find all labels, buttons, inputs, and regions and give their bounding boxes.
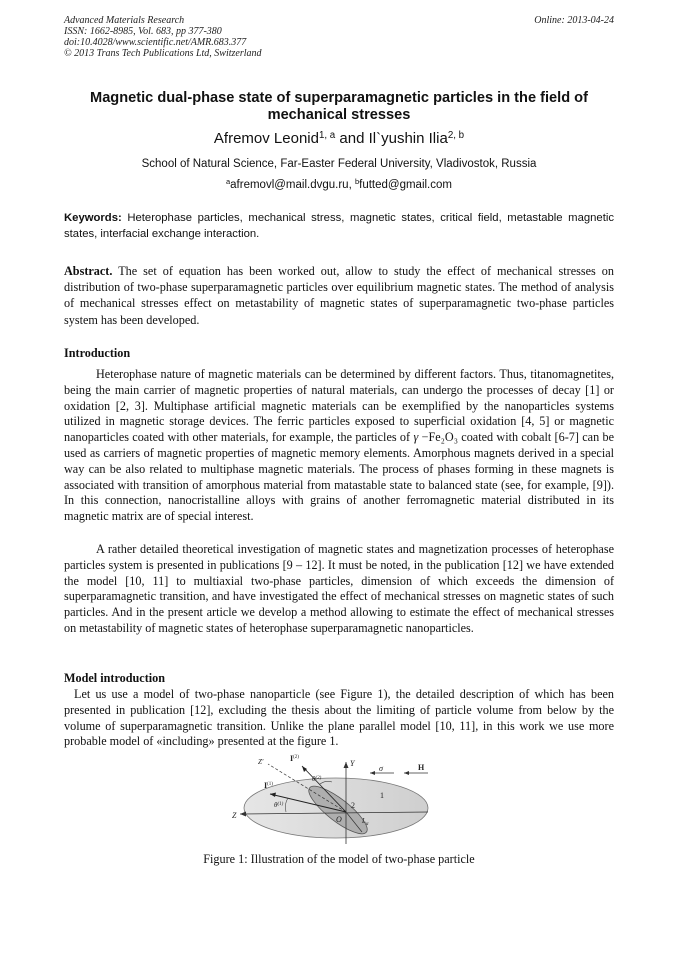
theta1-label: $\theta^{(1)}$ [274,801,284,809]
abstract-label: Abstract. [64,264,113,278]
author-and: and [335,130,369,147]
email-b: futted@gmail.com [359,179,452,191]
author-1: Afremov Leonid [213,130,319,147]
copyright-line: © 2013 Trans Tech Publications Ltd, Switzerland [64,48,262,59]
author-line [64,130,614,148]
affiliation: School of Natural Science, Far-Easter Federal University, Vladivostok, Russia [141,158,537,170]
gamma-symbol: γ [413,430,419,445]
sigma-arrow-head [370,771,375,775]
journal-header [64,15,262,59]
z-prime-label: Z' [258,758,264,766]
issn-line: ISSN: 1662-8985, Vol. 683, pp 377-380 [64,26,222,37]
theta2-label: $\theta^{(2)}$ [312,775,322,783]
intro-p1-start: Heterophase nature of magnetic materials can be determined by different factors. Thus, titanomagnetites, being the main carrier of magnetic properties of natural materials, can undergo the processes of decay [1] or oxidation [2, 3]. Multiphase artificial magnetic materials can be exemplified by the nanoparticles systems utilized in magnetic storage devices. The ferric particles exposed to superficial oxidation [4, 5] or magnetic nanoparticles coated with other materials, for example, the particles of [64,367,614,445]
doi-line: doi:10.4028/www.scientific.net/AMR.683.377 [64,37,247,48]
two-phase-particle-figure [228,752,438,848]
introduction-paragraph-1 [64,367,614,525]
introduction-heading: Introduction [64,346,131,360]
z-axis-label: Z [232,811,237,820]
keywords-label: Keywords: [64,212,122,224]
model-heading: Model introduction [64,671,166,685]
sigma-label: σ [379,764,383,773]
online-date: Online: 2013-04-24 [534,15,614,26]
author-2-sup: 2, b [447,130,465,142]
email-a-sup: a [226,177,231,187]
i1-label: $I^{(1)}$ [264,781,273,790]
email-b-sup: b [354,177,360,187]
introduction-paragraph-2: A rather detailed theoretical investigation of magnetic states and magnetization processes of heterophase particles system is presented in publications [9 – 12]. It must be noted, in the publication [12] we have extended the model [10, 11] to multiaxial two-phase particles, dimension of which exceeds the dimension of superparamagnetic transition, and have investigated the effect of mechanical stresses on magnetic states of such particles. And in the present article we develop a method allowing to estimate the effect of mechanical stresses on metastability of magnetic states of heterophase superparamagnetic nanoparticles. [64,542,614,635]
region-1-label: 1 [380,791,384,800]
iron-oxide-formula: −Fe₂O₃ [418,430,458,445]
email-a: afremovl@mail.dvgu.ru, [230,179,355,191]
abstract-text: The set of equation has been worked out, allow to study the effect of mechanical stresses on distribution of two-phase superparamagnetic particles over equilibrium magnetic states. The method of analysis of mechanical stresses effect on metastability of magnetic states of superparamagnetic two-phase particles system has been developed. [64,264,614,327]
keywords-text: Heterophase particles, mechanical stress, magnetic states, critical field, metastable magnetic states, interfacial exchange interaction. [64,212,614,240]
origin-label: O [336,815,342,824]
author-2: Il`yushin Ilia [368,130,448,147]
intro-p1-end: coated with cobalt [6-7] can be used as carriers of magnetic properties of magnetic memory elements. Amorphous magnets derived in a special way can be also related to multiphase magnetic materials. The process of phases forming in these magnets is associated with transition of amorphous material from matastable state to balanced state (see, for example, [9]). In this connection, nanocristalline alloys with grains of another ferromagnetic material distributed in its magnetic matrix are of special interest. [64,430,614,524]
author-1-sup: 1, a [318,130,336,142]
abstract [64,263,614,328]
model-paragraph-1: Let us use a model of two-phase nanoparticle (see Figure 1), the detailed description of which has been presented in publication [12], excluding the thesis about the limiting of particle volume from below by the volume of superparamagnetic transition. Unlike the plane parallel model [10, 11], in this work we use more probable model of «including» presented at the figure 1. [64,687,614,749]
y-axis-label: Y [350,759,355,768]
z-axis-arrow [240,812,246,817]
email-line [64,178,614,192]
paper-title: Magnetic dual-phase state of superparamagnetic particles in the field of mechanical stresses [90,90,588,123]
h-arrow-head [404,771,409,775]
region-2-label: 2 [351,801,355,810]
keywords [64,211,614,242]
y-axis-arrow [344,762,349,768]
h-field-label: H [418,763,425,772]
i2-label: $I^{(2)}$ [290,754,299,763]
i2-vector-arrow [302,766,307,772]
l-alpha-label: $L_\alpha$ [362,817,369,827]
figure-caption: Figure 1: Illustration of the model of two-phase particle [203,852,475,866]
journal-name: Advanced Materials Research [64,15,185,26]
